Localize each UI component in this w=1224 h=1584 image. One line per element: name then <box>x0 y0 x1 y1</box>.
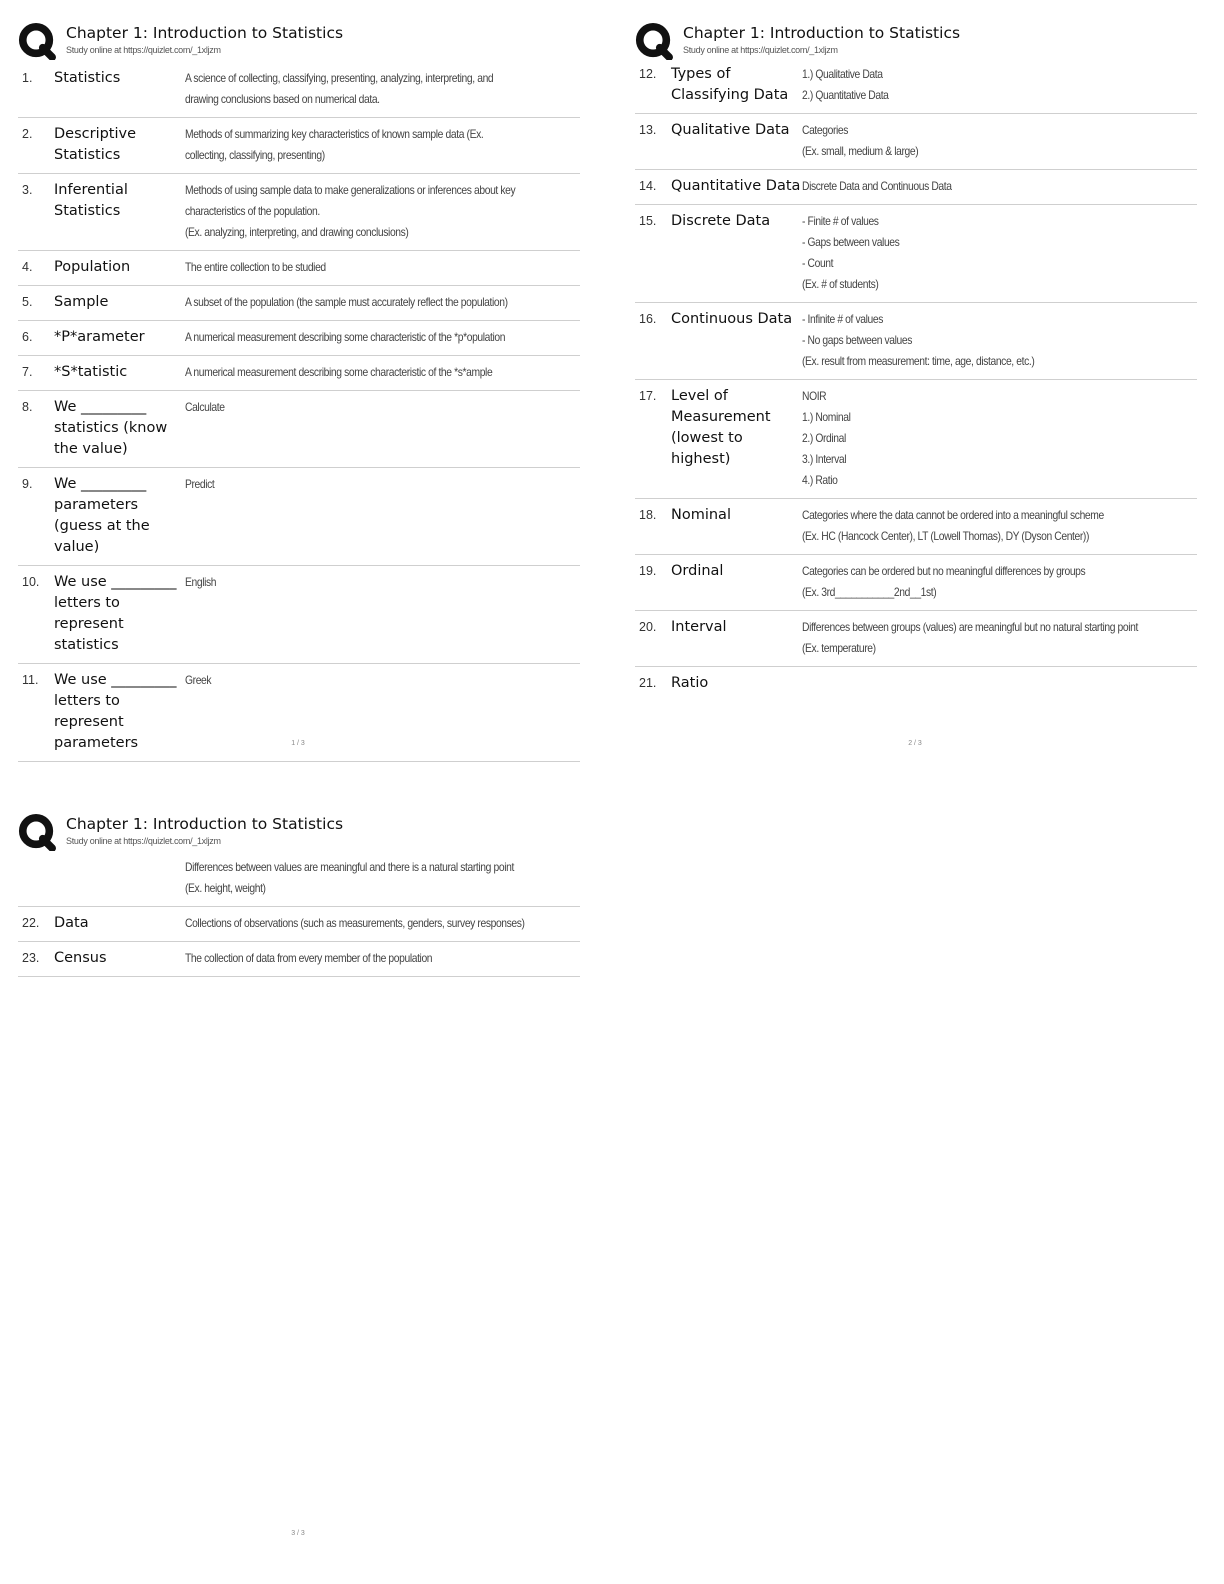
entry-definition: Calculate <box>185 400 225 414</box>
entry-number: 5. <box>22 295 33 309</box>
entry-number: 12. <box>639 67 657 81</box>
entry-term: Discrete Data <box>671 213 771 229</box>
flashcard-row <box>635 667 1197 701</box>
flashcard-row <box>18 356 580 391</box>
entry-definition: Discrete Data and Continuous Data <box>802 179 952 193</box>
entry-number: 23. <box>22 951 40 965</box>
flashcard-row <box>635 303 1197 380</box>
flashcard-row <box>18 664 580 762</box>
entry-definition: Collections of observations (such as measurements, genders, survey responses) <box>185 916 525 930</box>
entry-definition: 1.) Qualitative Data 2.) Quantitative Data <box>802 67 889 102</box>
entry-definition: English <box>185 575 217 589</box>
entry-term: Inferential Statistics <box>54 182 128 219</box>
entry-term: Census <box>54 950 107 966</box>
page-title: Chapter 1: Introduction to Statistics <box>66 24 344 42</box>
entry-term: We _________ parameters (guess at the value) <box>54 476 150 555</box>
flashcard-row <box>635 499 1197 555</box>
entry-term: Quantitative Data <box>671 178 801 194</box>
flashcard-row <box>18 118 580 174</box>
quizlet-logo-icon <box>18 22 56 60</box>
entry-term: *S*tatistic <box>54 364 128 380</box>
entry-definition: A subset of the population (the sample must accurately reflect the population) <box>185 295 508 309</box>
entry-number: 2. <box>22 127 33 141</box>
entry-number: 9. <box>22 477 33 491</box>
flashcard-row <box>635 114 1197 170</box>
page-3 <box>18 813 580 966</box>
flashcard-row <box>18 62 580 118</box>
flashcard-row <box>635 611 1197 667</box>
page-number: 2 / 3 <box>908 740 922 747</box>
entry-term: Sample <box>54 294 109 310</box>
entry-definition: Predict <box>185 477 215 491</box>
entry-term: We _________ statistics (know the value) <box>54 399 168 457</box>
entry-definition: Methods of using sample data to make generalizations or inferences about key characteristics of the population. (Ex. analyzing, interpreting, and drawing conclusions) <box>185 183 516 239</box>
entry-number: 15. <box>639 214 657 228</box>
entry-term: We use _________ letters to represent parameters <box>54 672 177 751</box>
page-number: 3 / 3 <box>291 1530 305 1537</box>
entry-number: 8. <box>22 400 33 414</box>
entry-definition: A science of collecting, classifying, presenting, analyzing, interpreting, and drawing conclusions based on numerical data. <box>185 71 494 106</box>
entry-number: 21. <box>639 676 657 690</box>
entry-definition: Categories where the data cannot be ordered into a meaningful scheme (Ex. HC (Hancock Center), LT (Lowell Thomas), DY (Dyson Center)) <box>802 508 1104 543</box>
entry-term: Interval <box>671 619 727 635</box>
entry-term: Types of Classifying Data <box>671 66 789 103</box>
entries-list <box>18 62 580 762</box>
entry-number: 14. <box>639 179 657 193</box>
entry-definition: - Infinite # of values - No gaps between values (Ex. result from measurement: time, age, distance, etc.) <box>802 312 1035 368</box>
page-2 <box>635 22 1197 691</box>
flashcard-row <box>18 251 580 286</box>
entry-number: 18. <box>639 508 657 522</box>
entry-definition: The entire collection to be studied <box>185 260 326 274</box>
entry-term: Statistics <box>54 70 121 86</box>
flashcard-row <box>18 391 580 468</box>
flashcard-row <box>18 907 580 942</box>
entry-definition: A numerical measurement describing some characteristic of the *s*ample <box>185 365 493 379</box>
entry-term: Ordinal <box>671 563 724 579</box>
entry-term: Nominal <box>671 507 731 523</box>
page-number: 1 / 3 <box>291 740 305 747</box>
flashcard-row <box>635 58 1197 114</box>
page-title: Chapter 1: Introduction to Statistics <box>683 24 961 42</box>
entry-number: 19. <box>639 564 657 578</box>
entry-number: 10. <box>22 575 40 589</box>
entry-number: 22. <box>22 916 40 930</box>
study-online-link[interactable]: Study online at https://quizlet.com/_1xljzm <box>66 836 221 846</box>
quizlet-logo-icon <box>635 22 673 60</box>
entry-definition: The collection of data from every member of the population <box>185 951 433 965</box>
entry-number: 1. <box>22 71 33 85</box>
entry-term: Level of Measurement (lowest to highest) <box>671 388 771 467</box>
flashcard-row <box>18 851 580 907</box>
entry-definition: Greek <box>185 673 212 687</box>
entry-definition: Categories can be ordered but no meaningful differences by groups (Ex. 3rd___________2nd__1st) <box>802 564 1086 599</box>
quizlet-logo-icon <box>18 813 56 851</box>
flashcard-row <box>18 468 580 566</box>
flashcard-row <box>18 942 580 977</box>
entry-term: Population <box>54 259 131 275</box>
entry-number: 6. <box>22 330 33 344</box>
entries-list <box>18 851 580 977</box>
entry-term: Qualitative Data <box>671 122 790 138</box>
flashcard-row <box>635 555 1197 611</box>
entry-number: 3. <box>22 183 33 197</box>
entry-definition: A numerical measurement describing some characteristic of the *p*opulation <box>185 330 506 344</box>
entry-number: 7. <box>22 365 33 379</box>
entry-term: Continuous Data <box>671 311 793 327</box>
entry-number: 16. <box>639 312 657 326</box>
flashcard-row <box>18 566 580 664</box>
study-online-link[interactable]: Study online at https://quizlet.com/_1xljzm <box>683 45 838 55</box>
study-online-link[interactable]: Study online at https://quizlet.com/_1xljzm <box>66 45 221 55</box>
entry-number: 11. <box>22 673 39 687</box>
entry-definition: Categories (Ex. small, medium & large) <box>802 123 919 158</box>
entries-list <box>635 58 1197 701</box>
flashcard-row <box>635 170 1197 205</box>
entry-term: Descriptive Statistics <box>54 126 137 163</box>
entry-term: *P*arameter <box>54 329 145 345</box>
entry-number: 13. <box>639 123 657 137</box>
entry-number: 4. <box>22 260 33 274</box>
entry-term: Ratio <box>671 675 709 691</box>
entry-definition: - Finite # of values - Gaps between values - Count (Ex. # of students) <box>802 214 900 291</box>
flashcard-row <box>18 174 580 251</box>
flashcard-row <box>635 205 1197 303</box>
entry-number: 17. <box>639 389 657 403</box>
entry-term: We use _________ letters to represent statistics <box>54 574 177 653</box>
entry-definition: Differences between groups (values) are meaningful but no natural starting point (Ex. temperature) <box>802 620 1139 655</box>
flashcard-row <box>18 321 580 356</box>
flashcard-row <box>18 286 580 321</box>
entry-number: 20. <box>639 620 657 634</box>
entry-term: Data <box>54 915 89 931</box>
page-title: Chapter 1: Introduction to Statistics <box>66 815 344 833</box>
entry-definition: Differences between values are meaningful and there is a natural starting point (Ex. height, weight) <box>185 860 514 895</box>
entry-definition: NOIR 1.) Nominal 2.) Ordinal 3.) Interval 4.) Ratio <box>802 389 851 487</box>
entry-definition: Methods of summarizing key characteristics of known sample data (Ex. collecting, classifying, presenting) <box>185 127 484 162</box>
flashcard-row <box>635 380 1197 499</box>
